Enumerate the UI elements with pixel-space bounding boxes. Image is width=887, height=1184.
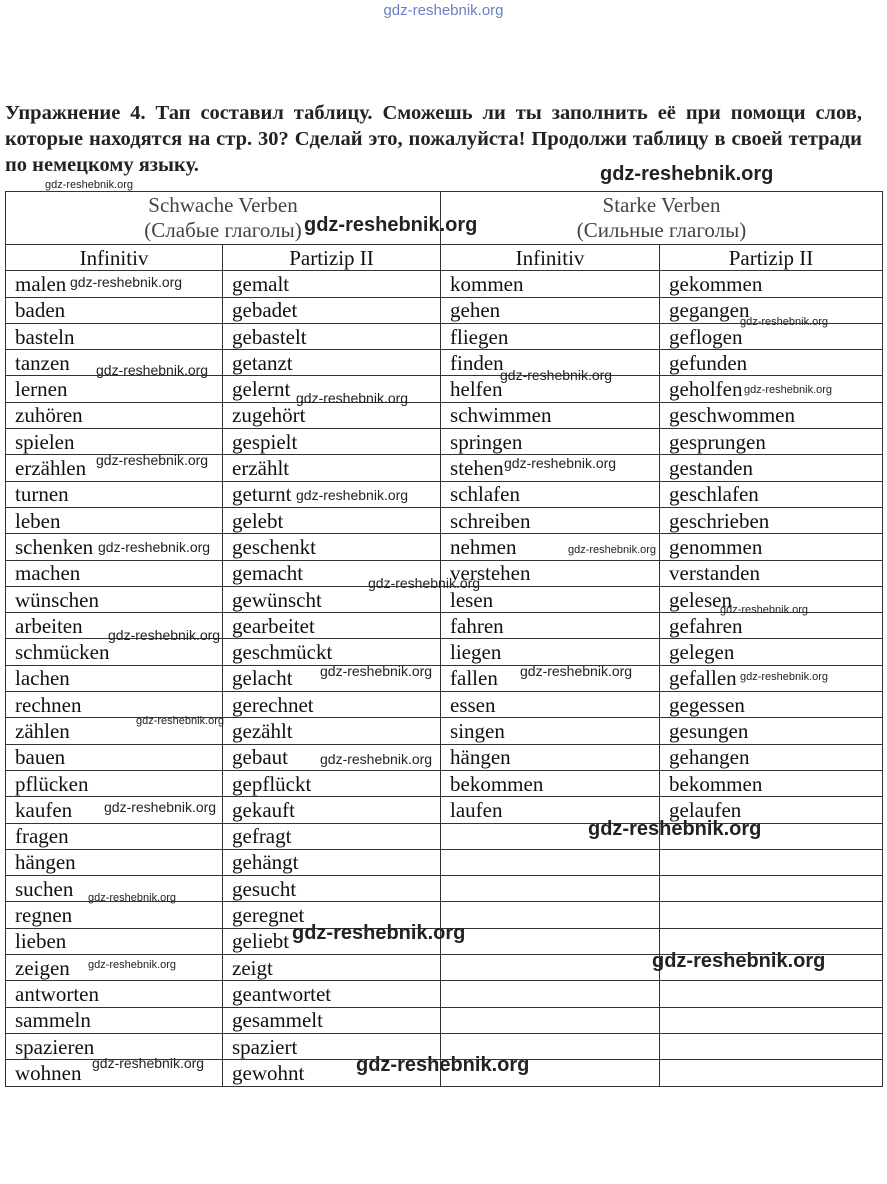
cell-strong-infinitiv: springen xyxy=(441,429,660,455)
cell-weak-infinitiv: wohnen xyxy=(6,1060,223,1086)
strong-verbs-subtitle: (Сильные глаголы) xyxy=(576,218,747,242)
watermark-text: gdz-reshebnik.org xyxy=(744,384,833,396)
watermark-text: gdz-reshebnik.org xyxy=(740,316,829,328)
table-row xyxy=(6,902,883,928)
watermark-text: gdz-reshebnik.org xyxy=(292,922,466,944)
table-row xyxy=(6,876,883,902)
watermark-text: gdz-reshebnik.org xyxy=(720,604,809,616)
table-row xyxy=(6,955,883,981)
cell-strong-partizip: geflogen xyxy=(660,323,883,349)
watermark-text: gdz-reshebnik.org xyxy=(296,390,409,406)
cell-weak-infinitiv: rechnen xyxy=(6,692,223,718)
cell-weak-partizip: zeigt xyxy=(223,955,441,981)
watermark-text: gdz-reshebnik.org xyxy=(368,575,481,591)
cell-weak-partizip: gearbeitet xyxy=(223,613,441,639)
cell-strong-infinitiv xyxy=(441,876,660,902)
cell-strong-partizip: gelesen xyxy=(660,586,883,612)
cell-weak-infinitiv: arbeiten xyxy=(6,613,223,639)
cell-strong-partizip: gelaufen xyxy=(660,797,883,823)
cell-weak-infinitiv: lieben xyxy=(6,928,223,954)
table-row xyxy=(6,770,883,796)
table-row xyxy=(6,718,883,744)
cell-strong-infinitiv: stehen xyxy=(441,455,660,481)
cell-strong-partizip: gesprungen xyxy=(660,429,883,455)
table-row xyxy=(6,665,883,691)
watermark-text: gdz-reshebnik.org xyxy=(588,818,762,840)
cell-weak-infinitiv: suchen xyxy=(6,876,223,902)
cell-strong-infinitiv: gehen xyxy=(441,297,660,323)
table-row xyxy=(6,639,883,665)
watermark-text: gdz-reshebnik.org xyxy=(652,950,826,972)
cell-strong-infinitiv: fallen xyxy=(441,665,660,691)
cell-weak-partizip: geliebt xyxy=(223,928,441,954)
table-row xyxy=(6,297,883,323)
cell-strong-partizip: gestanden xyxy=(660,455,883,481)
cell-strong-partizip: gegessen xyxy=(660,692,883,718)
cell-weak-infinitiv: sammeln xyxy=(6,1007,223,1033)
cell-weak-infinitiv: fragen xyxy=(6,823,223,849)
cell-weak-infinitiv: lachen xyxy=(6,665,223,691)
watermark-text: gdz-reshebnik.org xyxy=(320,751,433,767)
cell-weak-partizip: spaziert xyxy=(223,1033,441,1059)
verbs-table xyxy=(5,191,883,1087)
cell-weak-partizip: gezählt xyxy=(223,718,441,744)
cell-strong-infinitiv: fahren xyxy=(441,613,660,639)
watermark-text: gdz-reshebnik.org xyxy=(296,487,409,503)
cell-strong-infinitiv: fliegen xyxy=(441,323,660,349)
cell-weak-partizip: gesucht xyxy=(223,876,441,902)
cell-weak-infinitiv: antworten xyxy=(6,981,223,1007)
cell-strong-infinitiv xyxy=(441,981,660,1007)
column-header-strong-infinitiv: Infinitiv xyxy=(441,245,660,271)
watermark-text: gdz-reshebnik.org xyxy=(96,452,209,468)
table-row xyxy=(6,928,883,954)
cell-weak-infinitiv: hängen xyxy=(6,849,223,875)
cell-strong-infinitiv: verstehen xyxy=(441,560,660,586)
cell-weak-infinitiv: lernen xyxy=(6,376,223,402)
cell-weak-infinitiv: spielen xyxy=(6,429,223,455)
cell-weak-infinitiv: schenken xyxy=(6,534,223,560)
cell-strong-infinitiv: helfen xyxy=(441,376,660,402)
cell-weak-partizip: gehängt xyxy=(223,849,441,875)
watermark-text: gdz-reshebnik.org xyxy=(98,539,211,555)
cell-weak-partizip: gepflückt xyxy=(223,770,441,796)
cell-strong-infinitiv: lesen xyxy=(441,586,660,612)
cell-strong-infinitiv: schreiben xyxy=(441,507,660,533)
watermark-text: gdz-reshebnik.org xyxy=(88,959,177,971)
watermark-text: gdz-reshebnik.org xyxy=(500,367,613,383)
strong-verbs-header xyxy=(441,192,883,245)
watermark-text: gdz-reshebnik.org xyxy=(504,455,617,471)
cell-weak-partizip: gebastelt xyxy=(223,323,441,349)
cell-strong-partizip: gelegen xyxy=(660,639,883,665)
watermark-text: gdz-reshebnik.org xyxy=(740,671,829,683)
cell-weak-infinitiv: machen xyxy=(6,560,223,586)
cell-strong-infinitiv: liegen xyxy=(441,639,660,665)
watermark-text: gdz-reshebnik.org xyxy=(88,892,177,904)
watermark-text: gdz-reshebnik.org xyxy=(356,1054,530,1076)
cell-strong-partizip xyxy=(660,1007,883,1033)
cell-weak-infinitiv: zählen xyxy=(6,718,223,744)
table-row xyxy=(6,849,883,875)
verbs-table-body xyxy=(6,192,883,1087)
cell-weak-partizip: gebadet xyxy=(223,297,441,323)
table-row xyxy=(6,823,883,849)
cell-weak-infinitiv: zuhören xyxy=(6,402,223,428)
cell-strong-partizip: verstanden xyxy=(660,560,883,586)
cell-weak-infinitiv: tanzen xyxy=(6,350,223,376)
cell-strong-infinitiv xyxy=(441,1007,660,1033)
cell-strong-infinitiv xyxy=(441,955,660,981)
table-row xyxy=(6,507,883,533)
watermark-text: gdz-reshebnik.org xyxy=(104,799,217,815)
cell-strong-partizip: geschwommen xyxy=(660,402,883,428)
cell-strong-partizip xyxy=(660,981,883,1007)
column-header-weak-infinitiv: Infinitiv xyxy=(6,245,223,271)
cell-weak-partizip: gerechnet xyxy=(223,692,441,718)
cell-strong-infinitiv xyxy=(441,1060,660,1086)
cell-weak-partizip: gelernt xyxy=(223,376,441,402)
cell-strong-infinitiv xyxy=(441,902,660,928)
cell-weak-infinitiv: basteln xyxy=(6,323,223,349)
watermark-text: gdz-reshebnik.org xyxy=(92,1055,205,1071)
table-row xyxy=(6,1060,883,1086)
cell-strong-infinitiv: schlafen xyxy=(441,481,660,507)
cell-weak-infinitiv: kaufen xyxy=(6,797,223,823)
cell-strong-infinitiv: singen xyxy=(441,718,660,744)
table-row xyxy=(6,797,883,823)
table-row xyxy=(6,1007,883,1033)
cell-strong-infinitiv xyxy=(441,928,660,954)
table-row xyxy=(6,744,883,770)
site-header-link[interactable]: gdz-reshebnik.org xyxy=(383,2,504,19)
cell-weak-partizip: gelebt xyxy=(223,507,441,533)
cell-strong-infinitiv: schwimmen xyxy=(441,402,660,428)
group-header-row xyxy=(6,192,883,245)
cell-weak-partizip: gelacht xyxy=(223,665,441,691)
column-header-weak-partizip: Partizip II xyxy=(223,245,441,271)
table-row xyxy=(6,402,883,428)
cell-weak-infinitiv: schmücken xyxy=(6,639,223,665)
cell-weak-partizip: gefragt xyxy=(223,823,441,849)
table-row xyxy=(6,376,883,402)
cell-strong-partizip: bekommen xyxy=(660,770,883,796)
cell-strong-partizip xyxy=(660,849,883,875)
cell-weak-partizip: gespielt xyxy=(223,429,441,455)
cell-strong-infinitiv: laufen xyxy=(441,797,660,823)
cell-strong-infinitiv: bekommen xyxy=(441,770,660,796)
table-row xyxy=(6,350,883,376)
cell-strong-partizip xyxy=(660,823,883,849)
cell-strong-partizip: gefallen xyxy=(660,665,883,691)
table-row xyxy=(6,481,883,507)
cell-weak-infinitiv: turnen xyxy=(6,481,223,507)
watermark-text: gdz-reshebnik.org xyxy=(70,274,183,290)
cell-weak-infinitiv: zeigen xyxy=(6,955,223,981)
cell-weak-partizip: erzählt xyxy=(223,455,441,481)
cell-strong-partizip: gesungen xyxy=(660,718,883,744)
cell-strong-partizip: geschlafen xyxy=(660,481,883,507)
table-row xyxy=(6,613,883,639)
cell-strong-partizip xyxy=(660,1060,883,1086)
table-row xyxy=(6,271,883,297)
cell-strong-partizip xyxy=(660,1033,883,1059)
table-row xyxy=(6,560,883,586)
cell-weak-infinitiv: spazieren xyxy=(6,1033,223,1059)
cell-weak-partizip: gewünscht xyxy=(223,586,441,612)
cell-weak-partizip: geschmückt xyxy=(223,639,441,665)
table-row xyxy=(6,323,883,349)
table-row xyxy=(6,1033,883,1059)
cell-strong-infinitiv: nehmen xyxy=(441,534,660,560)
cell-strong-partizip xyxy=(660,955,883,981)
watermark-text: gdz-reshebnik.org xyxy=(568,544,657,556)
cell-strong-partizip: geholfen xyxy=(660,376,883,402)
cell-strong-infinitiv: hängen xyxy=(441,744,660,770)
watermark-text: gdz-reshebnik.org xyxy=(600,163,774,185)
cell-strong-partizip: gekommen xyxy=(660,271,883,297)
watermark-text: gdz-reshebnik.org xyxy=(320,663,433,679)
cell-weak-partizip: gemalt xyxy=(223,271,441,297)
watermark-text: gdz-reshebnik.org xyxy=(136,715,225,727)
strong-verbs-title: Starke Verben xyxy=(602,193,721,217)
cell-weak-infinitiv: regnen xyxy=(6,902,223,928)
cell-strong-infinitiv: kommen xyxy=(441,271,660,297)
cell-weak-partizip: geturnt xyxy=(223,481,441,507)
weak-verbs-subtitle: (Слабые глаголы) xyxy=(144,218,302,242)
cell-weak-infinitiv: leben xyxy=(6,507,223,533)
cell-strong-partizip xyxy=(660,902,883,928)
column-header-strong-partizip: Partizip II xyxy=(660,245,883,271)
cell-strong-infinitiv xyxy=(441,1033,660,1059)
table-row xyxy=(6,534,883,560)
cell-weak-infinitiv: baden xyxy=(6,297,223,323)
weak-verbs-header xyxy=(6,192,441,245)
column-header-row xyxy=(6,245,883,271)
cell-strong-partizip: gefahren xyxy=(660,613,883,639)
watermark-text: gdz-reshebnik.org xyxy=(520,663,633,679)
cell-strong-infinitiv xyxy=(441,823,660,849)
cell-weak-infinitiv: wünschen xyxy=(6,586,223,612)
table-row xyxy=(6,692,883,718)
cell-weak-infinitiv: bauen xyxy=(6,744,223,770)
cell-weak-partizip: gewohnt xyxy=(223,1060,441,1086)
cell-weak-partizip: geantwortet xyxy=(223,981,441,1007)
cell-weak-partizip: geschenkt xyxy=(223,534,441,560)
weak-verbs-title: Schwache Verben xyxy=(148,193,298,217)
cell-weak-partizip: getanzt xyxy=(223,350,441,376)
cell-strong-partizip xyxy=(660,928,883,954)
task-text: Упражнение 4. Тап составил таблицу. Сможешь ли ты заполнить её при помощи слов, которые находятся на стр. 30? Сделай это, пожалуйста! Продолжи таблицу в своей тетради по немецкому языку. xyxy=(5,102,862,176)
cell-strong-partizip: gefunden xyxy=(660,350,883,376)
watermark-text: gdz-reshebnik.org xyxy=(304,214,478,236)
cell-strong-partizip: gegangen xyxy=(660,297,883,323)
table-row xyxy=(6,455,883,481)
cell-strong-partizip: genommen xyxy=(660,534,883,560)
table-row xyxy=(6,429,883,455)
watermark-text: gdz-reshebnik.org xyxy=(96,362,209,378)
table-row xyxy=(6,981,883,1007)
watermark-text: gdz-reshebnik.org xyxy=(108,627,221,643)
cell-strong-infinitiv: finden xyxy=(441,350,660,376)
cell-weak-partizip: gesammelt xyxy=(223,1007,441,1033)
cell-strong-partizip: gehangen xyxy=(660,744,883,770)
cell-weak-partizip: geregnet xyxy=(223,902,441,928)
watermark-text: gdz-reshebnik.org xyxy=(45,179,134,191)
cell-weak-infinitiv: pflücken xyxy=(6,770,223,796)
cell-strong-infinitiv xyxy=(441,849,660,875)
cell-weak-partizip: gekauft xyxy=(223,797,441,823)
cell-weak-infinitiv: malen xyxy=(6,271,223,297)
cell-strong-infinitiv: essen xyxy=(441,692,660,718)
cell-weak-partizip: gebaut xyxy=(223,744,441,770)
cell-weak-infinitiv: erzählen xyxy=(6,455,223,481)
cell-weak-partizip: zugehört xyxy=(223,402,441,428)
cell-strong-partizip xyxy=(660,876,883,902)
cell-weak-partizip: gemacht xyxy=(223,560,441,586)
table-row xyxy=(6,586,883,612)
cell-strong-partizip: geschrieben xyxy=(660,507,883,533)
